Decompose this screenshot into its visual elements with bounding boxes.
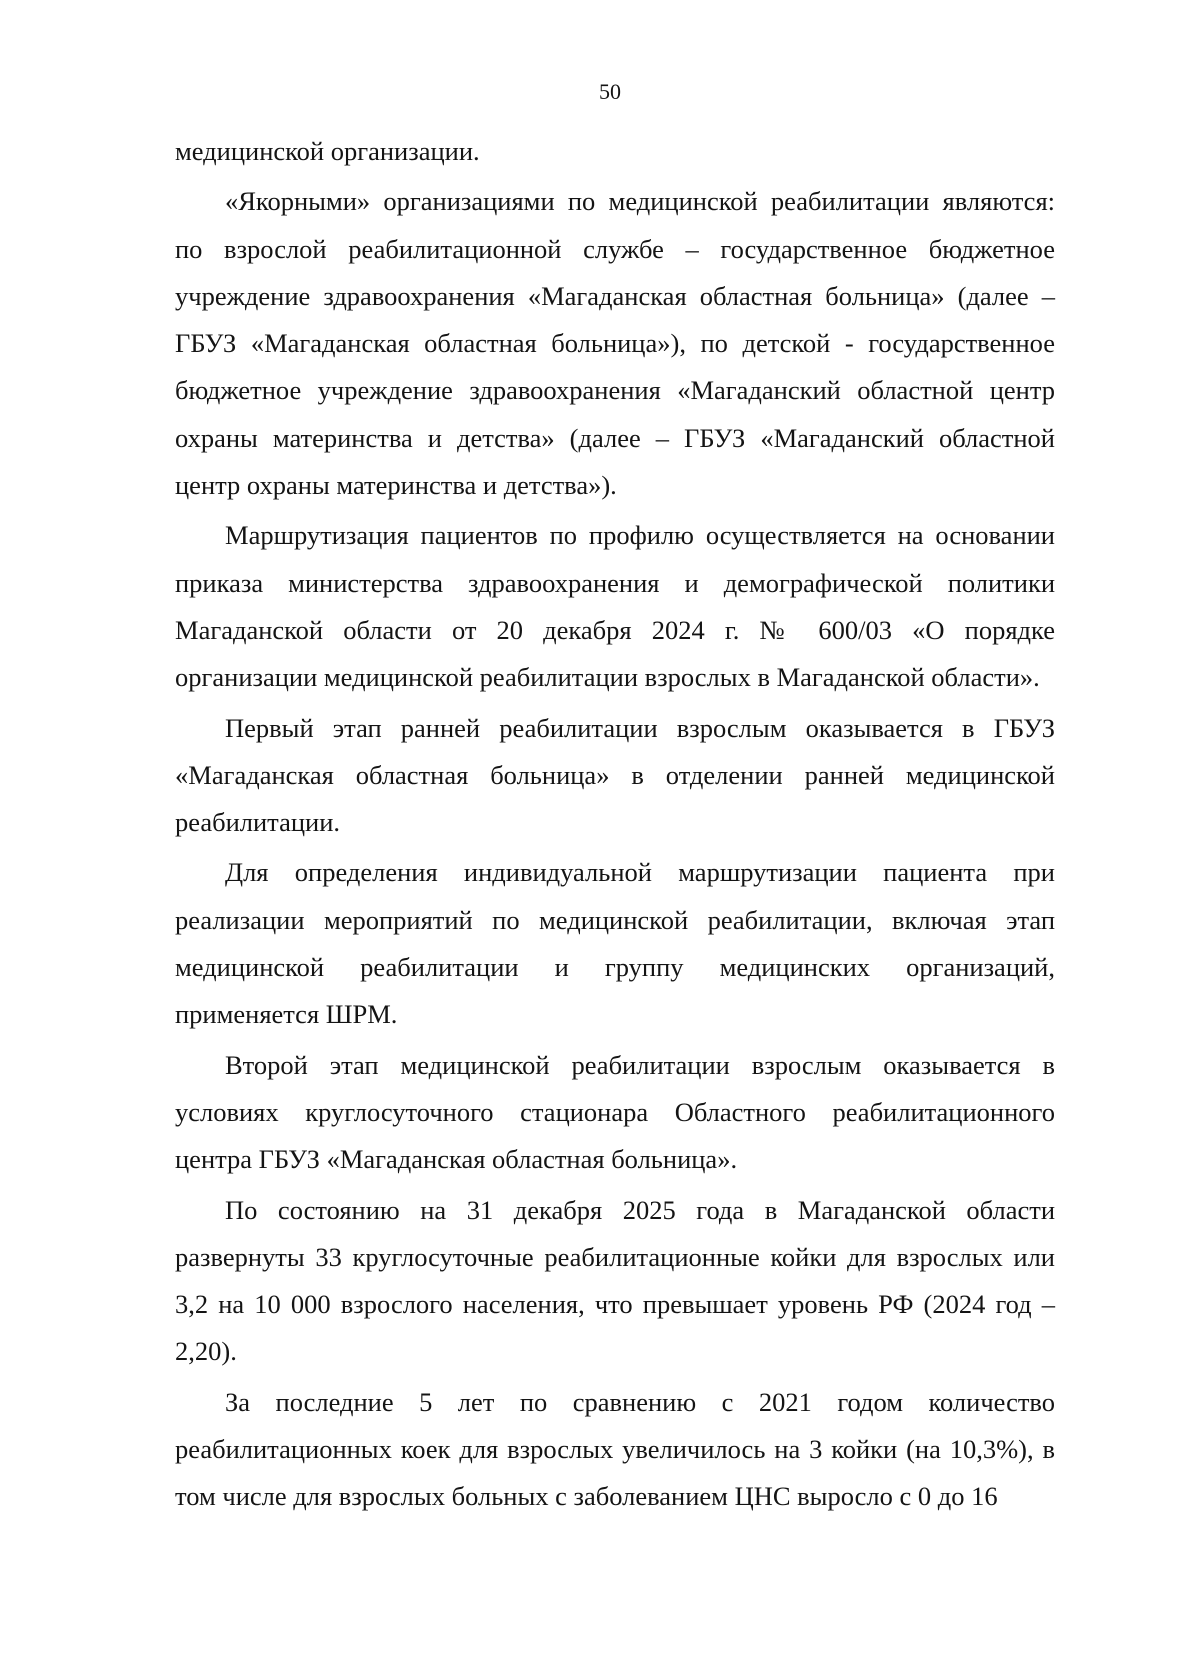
paragraph-bed-status: По состоянию на 31 декабря 2025 года в Магаданской области развернуты 33 круглосуточные реабилитационные койки для взрослых или 3,2 на 10 000 взрослого населения, что превышает уровень РФ (2024 год – 2,20). [175,1194,1055,1367]
paragraph-patient-routing: Маршрутизация пациентов по профилю осуществляется на основании приказа министерства здравоохранения и демографической политики Магаданской области от 20 декабря 2024 г. № 600/03 «О порядке организации медицинской реабилитации взрослых в Магаданской области». [175,520,1055,693]
paragraph-second-stage: Второй этап медицинской реабилитации взрослым оказывается в условиях круглосуточного стационара Областного реабилитационного центра ГБУЗ «Магаданская областная больница». [175,1049,1055,1175]
paragraph-anchor-organizations: «Якорными» организациями по медицинской реабилитации являются: по взрослой реабилитационной службе – государственное бюджетное учреждение здравоохранения «Магаданская областная больница» (далее – ГБУЗ «Магаданская областная больница»), по детской - государственное бюджетное учреждение здравоохранения «Магаданский областной центр охраны материнства и детства» (далее – ГБУЗ «Магаданский областной центр охраны материнства и детства»). [175,186,1055,501]
page-number: 50 [599,79,621,104]
paragraph-continuation: медицинской организации. [175,136,480,166]
paragraph-five-year-trend: За последние 5 лет по сравнению с 2021 годом количество реабилитационных коек для взрослых увеличилось на 3 койки (на 10,3%), в том числе для взрослых больных с заболеванием ЦНС выросло с 0 до 16 [175,1386,1055,1512]
document-body [175,128,1055,1521]
paragraph-first-stage: Первый этап ранней реабилитации взрослым оказывается в ГБУЗ «Магаданская областная больница» в отделении ранней медицинской реабилитации. [175,712,1055,838]
paragraph-individual-routing: Для определения индивидуальной маршрутизации пациента при реализации мероприятий по медицинской реабилитации, включая этап медицинской реабилитации и группу медицинских организаций, применяется ШРМ. [175,857,1055,1030]
